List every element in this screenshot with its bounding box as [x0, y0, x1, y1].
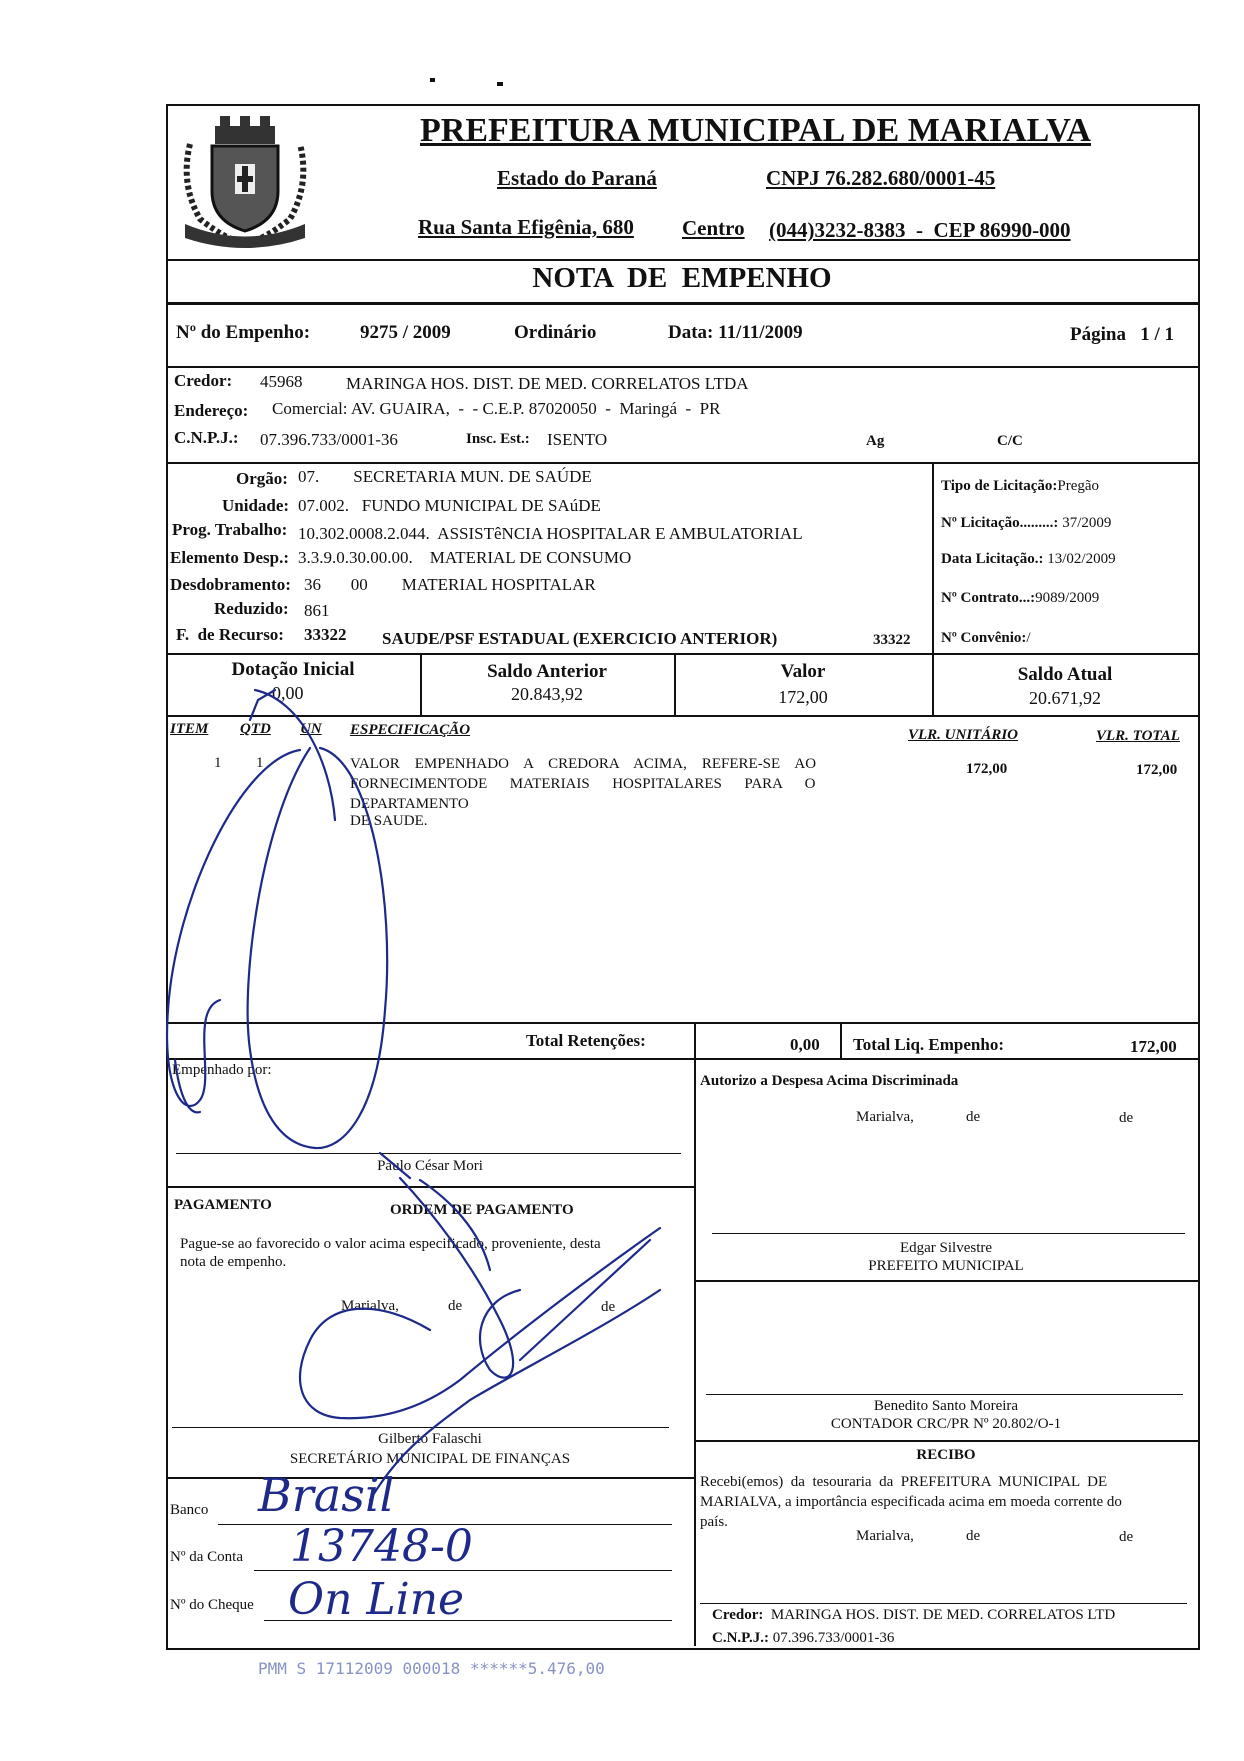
pagamento-de-2: de [601, 1299, 616, 1315]
col-vlr-unitario: VLR. UNITÁRIO [908, 727, 1019, 743]
licitacao-data-value: 13/02/2009 [1047, 551, 1116, 567]
endereco-label: Endereço: [174, 401, 249, 420]
licitacao-num-value: 37/2009 [1062, 515, 1112, 531]
empenho-date: Data: 11/11/2009 [668, 322, 803, 343]
recibo-de-2: de [1119, 1529, 1134, 1545]
valor-value: 172,00 [778, 687, 828, 707]
recibo-label: RECIBO [916, 1447, 976, 1463]
col-especificacao: ESPECIFICAÇÃO [350, 722, 471, 738]
desdobramento-value: 36 00 MATERIAL HOSPITALAR [304, 575, 596, 594]
conta-handwritten: 13748-0 [290, 1521, 473, 1572]
licitacao-convenio-value: / [1026, 630, 1031, 646]
recibo-cnpj-value: 07.396.733/0001-36 [772, 1630, 895, 1646]
page-number: Página 1 / 1 [1070, 324, 1174, 345]
licitacao-tipo-label: Tipo de Licitação: [941, 478, 1058, 494]
elemento-value: 3.3.9.0.30.00.00. MATERIAL DE CONSUMO [298, 548, 632, 567]
recibo-credor [712, 1607, 1115, 1624]
col-vlr-total: VLR. TOTAL [1096, 728, 1180, 744]
saldo-anterior-value: 20.843,92 [511, 684, 583, 704]
total-retencoes-value: 0,00 [790, 1035, 820, 1054]
recibo-line-3: país. [700, 1514, 728, 1530]
col-un: UN [300, 721, 322, 737]
pagamento-text-1: Pague-se ao favorecido o valor acima especificado, proveniente, desta [180, 1236, 601, 1252]
unidade-value: 07.002. FUNDO MUNICIPAL DE SAúDE [298, 496, 601, 515]
prefeito-signer: Edgar Silvestre [899, 1240, 993, 1256]
ag-label: Ag [866, 433, 885, 449]
street-label: Rua Santa Efigênia, 680 [418, 215, 634, 239]
item-vlr-total: 172,00 [1136, 762, 1178, 778]
prefeitura-title: PREFEITURA MUNICIPAL DE MARIALVA [420, 112, 1091, 149]
elemento-label: Elemento Desp.: [170, 548, 289, 567]
scan-mark [430, 78, 435, 82]
pagamento-city: Marialva, [341, 1298, 399, 1314]
payment-stamp: PMM S 17112009 000018 ******5.476,00 [258, 1659, 605, 1678]
licitacao-data [941, 551, 1116, 568]
autorizo-city: Marialva, [856, 1109, 914, 1125]
banco-handwritten: Brasil [258, 1468, 395, 1522]
dotacao-inicial-value: 0,00 [272, 683, 304, 703]
insc-value: ISENTO [547, 430, 608, 449]
pagamento-text-2: nota de empenho. [180, 1254, 287, 1270]
saldo-anterior-label: Saldo Anterior [487, 661, 607, 682]
prog-label: Prog. Trabalho: [172, 520, 288, 539]
item-spec-line-2: FORNECIMENTODE MATERIAIS HOSPITALARES PARA O [350, 776, 816, 792]
phone-cep-label: (044)3232-8383 - CEP 86990-000 [769, 218, 1071, 242]
state-label: Estado do Paraná [497, 166, 657, 190]
total-liquido-label: Total Liq. Empenho: [853, 1035, 1004, 1054]
recibo-credor-label: Credor: [712, 1607, 764, 1623]
licitacao-contrato-label: Nº Contrato...: [941, 590, 1036, 606]
pagamento-de-1: de [448, 1298, 463, 1314]
licitacao-data-label: Data Licitação.: [941, 551, 1044, 567]
cc-label: C/C [997, 433, 1023, 449]
conta-label: Nº da Conta [170, 1549, 243, 1565]
item-number: 1 [214, 755, 222, 771]
scan-mark [497, 82, 503, 86]
credor-label: Credor: [174, 371, 233, 390]
autorizo-de-2: de [1119, 1110, 1134, 1126]
empenho-number: 9275 / 2009 [360, 322, 451, 343]
unidade-label: Unidade: [222, 496, 290, 515]
prog-value: 10.302.0008.2.044. ASSISTêNCIA HOSPITALAR E AMBULATORIAL [298, 524, 803, 543]
saldo-atual-label: Saldo Atual [1017, 664, 1113, 685]
col-qtd: QTD [240, 721, 271, 737]
item-spec-line-1: VALOR EMPENHADO A CREDORA ACIMA, REFERE-SE AO [350, 756, 817, 772]
item-spec-line-3: DEPARTAMENTO DE SAUDE. [350, 796, 469, 829]
recibo-line-2: MARIALVA, a importância especificada acima em moeda corrente do [700, 1494, 1122, 1510]
cheque-label: Nº do Cheque [170, 1597, 254, 1613]
cnpj-credor-label: C.N.P.J.: [174, 428, 239, 447]
recibo-cnpj [712, 1630, 894, 1647]
item-vlr-unitario: 172,00 [966, 761, 1008, 777]
financas-signer: Gilberto Falaschi [378, 1431, 482, 1447]
empenhado-label: Empenhado por: [172, 1062, 272, 1078]
autorizo-label: Autorizo a Despesa Acima Discriminada [700, 1073, 959, 1089]
reduzido-label: Reduzido: [214, 599, 289, 618]
licitacao-convenio [941, 630, 1031, 647]
col-item: ITEM [170, 721, 209, 737]
licitacao-contrato [941, 590, 1099, 607]
district-label: Centro [682, 216, 745, 240]
item-qtd: 1 [256, 755, 264, 771]
dotacao-inicial-label: Dotação Inicial [231, 659, 355, 680]
document-title: NOTA DE EMPENHO [532, 262, 832, 294]
financas-role: SECRETÁRIO MUNICIPAL DE FINANÇAS [289, 1451, 571, 1467]
recurso-code-2: 33322 [873, 632, 911, 648]
empenho-type: Ordinário [514, 322, 597, 343]
contador-role: CONTADOR CRC/PR Nº 20.802/O-1 [830, 1416, 1062, 1432]
cheque-handwritten: On Line [288, 1574, 465, 1625]
total-liquido-value: 172,00 [1130, 1037, 1177, 1056]
recibo-de-1: de [966, 1528, 981, 1544]
empenho-number-label: Nº do Empenho: [176, 322, 311, 343]
insc-label: Insc. Est.: [466, 431, 530, 447]
licitacao-contrato-value: 9089/2009 [1035, 590, 1100, 606]
banco-label: Banco [170, 1502, 209, 1518]
ordem-pagamento-label: ORDEM DE PAGAMENTO [390, 1202, 574, 1218]
cnpj-credor-value: 07.396.733/0001-36 [260, 430, 398, 449]
recurso-code: 33322 [304, 625, 347, 644]
pagamento-label: PAGAMENTO [174, 1197, 272, 1213]
prefeito-role: PREFEITO MUNICIPAL [868, 1258, 1024, 1274]
recibo-credor-value: MARINGA HOS. DIST. DE MED. CORRELATOS LTD [770, 1607, 1116, 1623]
total-retencoes-label: Total Retenções: [526, 1031, 646, 1050]
orgao-value: 07. SECRETARIA MUN. DE SAÚDE [298, 467, 592, 486]
reduzido-value: 861 [304, 601, 330, 620]
licitacao-convenio-label: Nº Convênio: [941, 630, 1027, 646]
recurso-label: F. de Recurso: [176, 625, 284, 644]
valor-label: Valor [780, 661, 826, 682]
autorizo-de-1: de [966, 1109, 981, 1125]
credor-name: MARINGA HOS. DIST. DE MED. CORRELATOS LTDA [346, 374, 749, 393]
credor-code: 45968 [260, 372, 303, 391]
cnpj-label: CNPJ 76.282.680/0001-45 [766, 166, 996, 190]
licitacao-num-label: Nº Licitação.........: [941, 515, 1059, 531]
recibo-line-1: Recebi(emos) da tesouraria da PREFEITURA MUNICIPAL DE [700, 1474, 1108, 1490]
saldo-atual-value: 20.671,92 [1029, 688, 1101, 708]
licitacao-tipo [941, 478, 1099, 495]
empenhado-signer: Paulo César Mori [377, 1158, 483, 1174]
licitacao-tipo-value: Pregão [1057, 478, 1100, 494]
desdobramento-label: Desdobramento: [170, 575, 291, 594]
recibo-city: Marialva, [856, 1528, 914, 1544]
contador-signer: Benedito Santo Moreira [873, 1398, 1019, 1414]
recibo-cnpj-label: C.N.P.J.: [712, 1630, 769, 1646]
orgao-label: Orgão: [236, 469, 288, 488]
endereco-value: Comercial: AV. GUAIRA, - - C.E.P. 87020050 - Maringá - PR [272, 399, 721, 418]
recurso-name: SAUDE/PSF ESTADUAL (EXERCICIO ANTERIOR) [382, 629, 778, 648]
licitacao-num [941, 515, 1111, 532]
